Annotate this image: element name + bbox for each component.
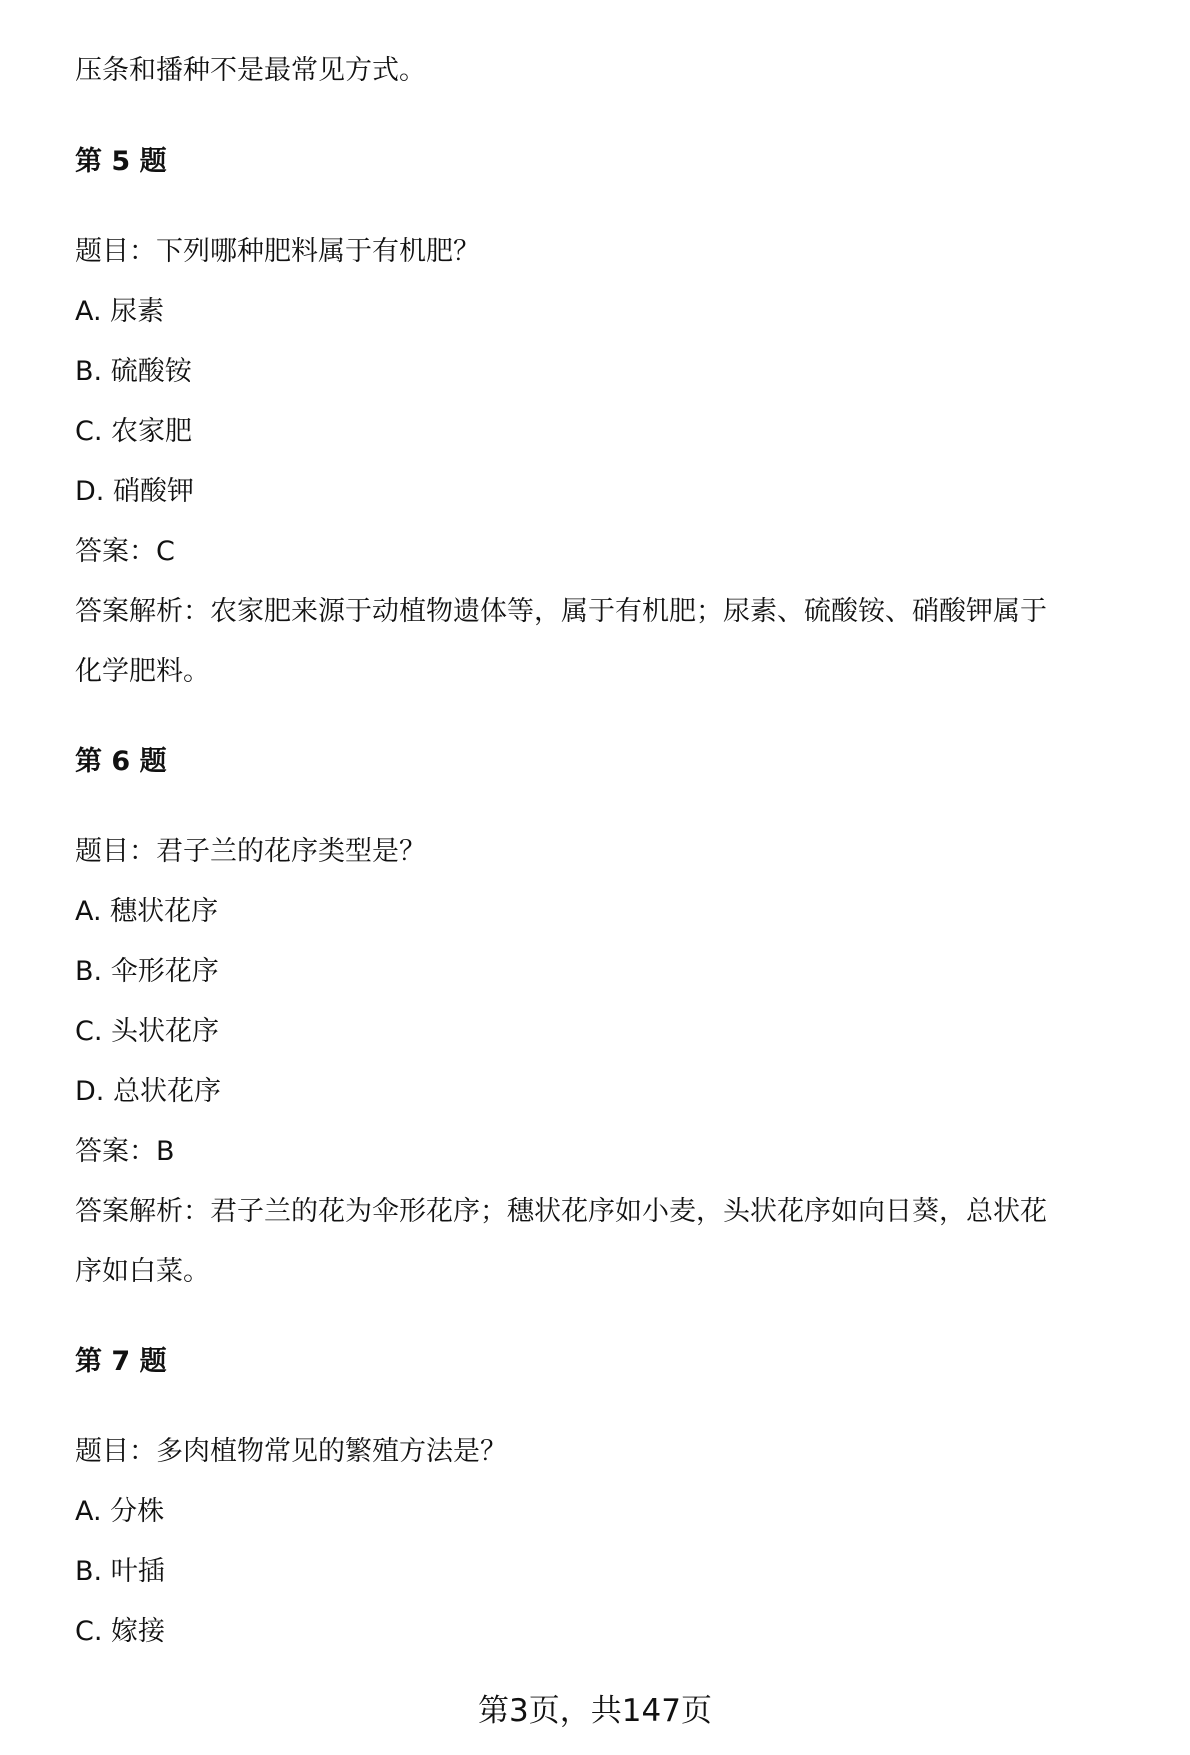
question-5-analysis-line-1: 答案解析：农家肥来源于动植物遗体等，属于有机肥；尿素、硫酸铵、硝酸钾属于 <box>75 596 1047 627</box>
question-5-text: 题目：下列哪种肥料属于有机肥？ <box>75 236 480 267</box>
question-7-option-c: C. 嫁接 <box>75 1616 166 1647</box>
question-5-answer: 答案：C <box>75 536 175 567</box>
question-7-heading: 第 7 题 <box>75 1346 167 1377</box>
question-5-analysis-line-2: 化学肥料。 <box>75 656 210 687</box>
question-6-text: 题目：君子兰的花序类型是？ <box>75 836 426 867</box>
question-5-option-b: B. 硫酸铵 <box>75 356 192 387</box>
intro-text: 压条和播种不是最常见方式。 <box>75 55 426 86</box>
question-6-option-d: D. 总状花序 <box>75 1076 221 1107</box>
page-number-footer: 第3页，共147页 <box>478 1693 712 1729</box>
question-7-option-b: B. 叶插 <box>75 1556 165 1587</box>
question-6-option-a: A. 穗状花序 <box>75 896 219 927</box>
question-6-analysis-line-2: 序如白菜。 <box>75 1256 210 1287</box>
question-7-text: 题目：多肉植物常见的繁殖方法是？ <box>75 1436 507 1467</box>
question-6-option-b: B. 伞形花序 <box>75 956 219 987</box>
question-7-option-a: A. 分株 <box>75 1496 165 1527</box>
question-5-option-c: C. 农家肥 <box>75 416 193 447</box>
question-6-option-c: C. 头状花序 <box>75 1016 220 1047</box>
question-6-analysis-line-1: 答案解析：君子兰的花为伞形花序；穗状花序如小麦，头状花序如向日葵，总状花 <box>75 1196 1047 1227</box>
question-5-option-d: D. 硝酸钾 <box>75 476 194 507</box>
question-6-heading: 第 6 题 <box>75 746 167 777</box>
question-5-heading: 第 5 题 <box>75 146 167 177</box>
question-6-answer: 答案：B <box>75 1136 175 1167</box>
question-5-option-a: A. 尿素 <box>75 296 165 327</box>
